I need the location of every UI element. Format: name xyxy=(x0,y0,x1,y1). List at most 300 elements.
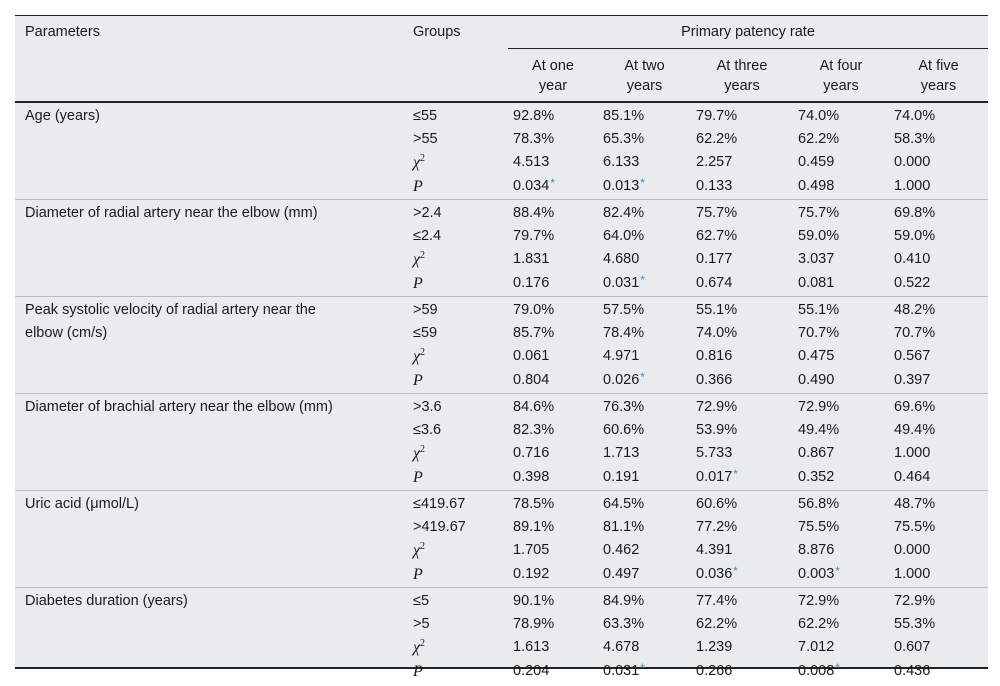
parameter-empty xyxy=(15,175,413,200)
value-cell xyxy=(889,466,988,491)
table-row xyxy=(15,419,988,442)
patency-table xyxy=(15,16,988,684)
value-cell xyxy=(598,102,691,128)
value-text: 5.733 xyxy=(696,445,733,461)
header-year-line1: At three xyxy=(716,58,768,74)
value-cell xyxy=(508,200,598,226)
header-groups: Groups xyxy=(413,24,461,40)
value-cell xyxy=(793,539,889,563)
value-text: 0.490 xyxy=(798,372,835,388)
value-text: 0.013 xyxy=(603,178,640,194)
parameter-label: Diameter of radial artery near the elbow (mm) xyxy=(15,200,413,226)
value-cell xyxy=(889,613,988,636)
value-cell xyxy=(691,297,793,323)
header-year-4 xyxy=(793,49,889,103)
value-cell xyxy=(793,466,889,491)
value-text: 0.192 xyxy=(513,566,550,582)
value-text: 1.705 xyxy=(513,542,550,558)
value-cell xyxy=(889,636,988,660)
table-row xyxy=(15,322,988,345)
chi-square-symbol xyxy=(413,445,425,462)
value-cell xyxy=(598,175,691,200)
header-year-line2: years xyxy=(724,78,760,94)
value-text: 0.607 xyxy=(894,639,931,655)
value-text: 7.012 xyxy=(798,639,835,655)
value-text: 72.9% xyxy=(798,593,840,609)
value-cell xyxy=(598,636,691,660)
value-text: 62.7% xyxy=(696,228,738,244)
value-cell xyxy=(508,272,598,297)
value-cell xyxy=(598,369,691,394)
value-cell xyxy=(889,394,988,420)
value-text: 55.1% xyxy=(696,302,738,318)
value-cell xyxy=(598,151,691,175)
group-cell: ≤55 xyxy=(413,108,438,124)
value-text: 62.2% xyxy=(696,131,738,147)
value-text: 77.4% xyxy=(696,593,738,609)
value-text: 0.031 xyxy=(603,663,640,679)
value-cell xyxy=(793,516,889,539)
header-parameters: Parameters xyxy=(25,24,100,40)
value-text: 1.831 xyxy=(513,251,550,267)
value-text: 0.498 xyxy=(798,178,835,194)
value-cell xyxy=(691,442,793,466)
table-row xyxy=(15,636,988,660)
value-cell xyxy=(598,588,691,614)
value-text: 0.475 xyxy=(798,348,835,364)
value-cell xyxy=(793,394,889,420)
value-cell xyxy=(793,613,889,636)
table-row xyxy=(15,297,988,323)
value-cell xyxy=(598,539,691,563)
parameter-empty xyxy=(15,128,413,151)
value-cell xyxy=(598,322,691,345)
value-text: 70.7% xyxy=(798,325,840,341)
table-row xyxy=(15,200,988,226)
parameter-empty xyxy=(15,442,413,466)
value-cell xyxy=(598,225,691,248)
chi-letter: χ xyxy=(413,542,421,559)
value-cell xyxy=(598,419,691,442)
value-cell xyxy=(793,660,889,684)
value-cell xyxy=(508,636,598,660)
group-cell xyxy=(413,369,508,394)
value-cell xyxy=(598,516,691,539)
value-cell xyxy=(793,563,889,588)
value-cell xyxy=(508,539,598,563)
value-cell xyxy=(793,297,889,323)
value-text: 84.6% xyxy=(513,399,555,415)
value-cell xyxy=(889,200,988,226)
table-row xyxy=(15,516,988,539)
value-cell xyxy=(508,369,598,394)
value-cell xyxy=(691,491,793,517)
value-text: 4.678 xyxy=(603,639,640,655)
value-text: 0.177 xyxy=(696,251,733,267)
header-year-line1: At one xyxy=(532,58,574,74)
value-text: 49.4% xyxy=(894,422,936,438)
value-text: 0.031 xyxy=(603,275,640,291)
significance-marker: * xyxy=(733,564,738,578)
chi-square-symbol xyxy=(413,639,425,656)
value-cell xyxy=(793,151,889,175)
value-cell xyxy=(691,102,793,128)
parameter-empty xyxy=(15,225,413,248)
parameter-empty xyxy=(15,539,413,563)
value-cell xyxy=(508,151,598,175)
value-cell xyxy=(793,345,889,369)
value-text: 4.513 xyxy=(513,154,550,170)
value-cell xyxy=(793,225,889,248)
table-row xyxy=(15,660,988,684)
group-cell: >419.67 xyxy=(413,519,466,535)
table-row xyxy=(15,539,988,563)
value-text: 75.5% xyxy=(798,519,840,535)
group-cell xyxy=(413,636,508,660)
table-row xyxy=(15,466,988,491)
table-row xyxy=(15,151,988,175)
value-cell xyxy=(508,345,598,369)
table-row xyxy=(15,369,988,394)
value-text: 0.000 xyxy=(894,542,931,558)
value-text: 4.971 xyxy=(603,348,640,364)
chi-exponent: 2 xyxy=(420,444,426,455)
value-cell xyxy=(598,466,691,491)
value-text: 0.204 xyxy=(513,663,550,679)
value-text: 78.9% xyxy=(513,616,555,632)
value-text: 0.176 xyxy=(513,275,550,291)
value-cell xyxy=(889,175,988,200)
value-cell xyxy=(598,200,691,226)
value-text: 88.4% xyxy=(513,205,555,221)
group-cell: ≤419.67 xyxy=(413,491,508,517)
value-text: 0.716 xyxy=(513,445,550,461)
value-text: 1.000 xyxy=(894,445,931,461)
value-cell xyxy=(889,516,988,539)
value-cell xyxy=(508,516,598,539)
value-cell xyxy=(598,345,691,369)
chi-letter: χ xyxy=(413,251,421,268)
value-text: 0.026 xyxy=(603,372,640,388)
table-row xyxy=(15,588,988,614)
value-text: 0.352 xyxy=(798,469,835,485)
header-year-line1: At four xyxy=(819,58,863,74)
chi-square-symbol xyxy=(413,542,425,559)
value-text: 72.9% xyxy=(798,399,840,415)
value-cell xyxy=(889,660,988,684)
value-text: 1.000 xyxy=(894,178,931,194)
value-text: 84.9% xyxy=(603,593,645,609)
value-cell xyxy=(508,297,598,323)
value-cell xyxy=(889,272,988,297)
value-text: 0.017 xyxy=(696,469,733,485)
parameter-empty xyxy=(15,516,413,539)
value-text: 69.6% xyxy=(894,399,936,415)
value-cell xyxy=(508,419,598,442)
value-cell xyxy=(889,563,988,588)
value-cell xyxy=(598,660,691,684)
value-cell xyxy=(508,442,598,466)
value-text: 0.034 xyxy=(513,178,550,194)
parameter-label: Diabetes duration (years) xyxy=(15,588,413,614)
group-cell xyxy=(413,151,508,175)
value-cell xyxy=(793,636,889,660)
group-cell: >5 xyxy=(413,616,430,632)
value-text: 57.5% xyxy=(603,302,645,318)
value-text: 79.0% xyxy=(513,302,555,318)
value-cell xyxy=(889,225,988,248)
value-text: 62.2% xyxy=(696,616,738,632)
value-text: 79.7% xyxy=(513,228,555,244)
value-cell xyxy=(598,272,691,297)
value-cell xyxy=(508,175,598,200)
p-value-symbol: P xyxy=(413,372,423,389)
value-cell xyxy=(889,102,988,128)
chi-exponent: 2 xyxy=(420,250,426,261)
chi-letter: χ xyxy=(413,348,421,365)
value-text: 58.3% xyxy=(894,131,936,147)
value-cell xyxy=(889,151,988,175)
value-cell xyxy=(691,322,793,345)
value-cell xyxy=(793,369,889,394)
value-text: 75.5% xyxy=(894,519,936,535)
value-text: 77.2% xyxy=(696,519,738,535)
value-text: 49.4% xyxy=(798,422,840,438)
group-cell xyxy=(413,660,508,684)
table-row xyxy=(15,491,988,517)
parameter-empty xyxy=(15,345,413,369)
parameter-empty xyxy=(15,660,413,684)
header-year-line2: years xyxy=(920,78,957,94)
parameter-empty xyxy=(15,151,413,175)
group-cell: ≤5 xyxy=(413,588,508,614)
value-text: 64.0% xyxy=(603,228,645,244)
value-text: 59.0% xyxy=(798,228,840,244)
header-year-line1: At five xyxy=(918,58,959,74)
significance-marker: * xyxy=(835,564,840,578)
value-cell xyxy=(508,660,598,684)
value-text: 53.9% xyxy=(696,422,738,438)
significance-marker: * xyxy=(640,273,645,287)
value-text: 0.397 xyxy=(894,372,931,388)
value-text: 70.7% xyxy=(894,325,936,341)
value-text: 0.266 xyxy=(696,663,733,679)
value-cell xyxy=(691,225,793,248)
value-cell xyxy=(598,491,691,517)
value-cell xyxy=(691,563,793,588)
chi-exponent: 2 xyxy=(420,153,426,164)
value-cell xyxy=(508,102,598,128)
value-text: 0.410 xyxy=(894,251,931,267)
value-text: 0.036 xyxy=(696,566,733,582)
chi-square-symbol xyxy=(413,348,425,365)
value-cell xyxy=(691,394,793,420)
value-cell xyxy=(691,128,793,151)
value-cell xyxy=(691,419,793,442)
value-text: 0.003 xyxy=(798,566,835,582)
table-row xyxy=(15,128,988,151)
value-cell xyxy=(793,248,889,272)
table-row xyxy=(15,394,988,420)
value-text: 0.366 xyxy=(696,372,733,388)
value-cell xyxy=(598,128,691,151)
value-text: 82.4% xyxy=(603,205,645,221)
parameter-label: Age (years) xyxy=(25,108,100,124)
value-text: 60.6% xyxy=(696,496,738,512)
value-cell xyxy=(508,466,598,491)
value-text: 0.459 xyxy=(798,154,835,170)
value-cell xyxy=(691,636,793,660)
value-cell xyxy=(598,563,691,588)
value-text: 0.191 xyxy=(603,469,640,485)
table-row xyxy=(15,102,988,128)
value-cell xyxy=(889,442,988,466)
value-text: 0.000 xyxy=(894,154,931,170)
chi-square-symbol xyxy=(413,251,425,268)
header-year-3 xyxy=(691,49,793,103)
chi-exponent: 2 xyxy=(420,347,426,358)
value-text: 82.3% xyxy=(513,422,555,438)
value-cell xyxy=(508,394,598,420)
significance-marker: * xyxy=(550,176,555,190)
value-cell xyxy=(889,297,988,323)
value-cell xyxy=(889,588,988,614)
value-cell xyxy=(793,442,889,466)
value-cell xyxy=(889,539,988,563)
value-cell xyxy=(691,516,793,539)
value-text: 65.3% xyxy=(603,131,645,147)
value-cell xyxy=(889,419,988,442)
value-text: 59.0% xyxy=(894,228,936,244)
table-row xyxy=(15,442,988,466)
table-row xyxy=(15,563,988,588)
parameter-label-cont: elbow (cm/s) xyxy=(25,325,108,341)
value-cell xyxy=(691,466,793,491)
chi-letter: χ xyxy=(413,154,421,171)
value-cell xyxy=(691,588,793,614)
parameter-label: Peak systolic velocity of radial artery near the xyxy=(15,297,413,323)
table-row xyxy=(15,225,988,248)
value-text: 81.1% xyxy=(603,519,645,535)
group-cell xyxy=(413,272,508,297)
header-year-5 xyxy=(889,49,988,103)
parameter-empty xyxy=(15,369,413,394)
value-cell xyxy=(508,322,598,345)
parameter-empty xyxy=(15,419,413,442)
significance-marker: * xyxy=(733,467,738,481)
value-text: 74.0% xyxy=(696,325,738,341)
value-text: 0.081 xyxy=(798,275,835,291)
value-cell xyxy=(691,248,793,272)
value-text: 0.133 xyxy=(696,178,733,194)
value-text: 1.713 xyxy=(603,445,640,461)
value-text: 0.436 xyxy=(894,663,931,679)
value-cell xyxy=(793,128,889,151)
group-cell: ≤59 xyxy=(413,325,438,341)
value-text: 62.2% xyxy=(798,131,840,147)
group-cell xyxy=(413,345,508,369)
value-text: 85.1% xyxy=(603,108,645,124)
value-cell xyxy=(508,491,598,517)
value-cell xyxy=(793,588,889,614)
value-cell xyxy=(508,128,598,151)
value-cell xyxy=(889,369,988,394)
value-text: 4.680 xyxy=(603,251,640,267)
value-cell xyxy=(508,563,598,588)
group-cell xyxy=(413,248,508,272)
group-cell xyxy=(413,442,508,466)
value-text: 0.464 xyxy=(894,469,931,485)
value-cell xyxy=(793,272,889,297)
value-cell xyxy=(691,175,793,200)
significance-marker: * xyxy=(835,661,840,675)
value-text: 0.008 xyxy=(798,663,835,679)
header-primary-patency: Primary patency rate xyxy=(508,16,988,49)
p-value-symbol: P xyxy=(413,275,423,292)
header-year-2 xyxy=(598,49,691,103)
value-text: 74.0% xyxy=(798,108,840,124)
value-text: 48.2% xyxy=(894,302,936,318)
group-cell: >3.6 xyxy=(413,394,508,420)
value-text: 78.3% xyxy=(513,131,555,147)
value-text: 0.804 xyxy=(513,372,550,388)
value-text: 0.462 xyxy=(603,542,640,558)
p-value-symbol: P xyxy=(413,566,423,583)
value-text: 89.1% xyxy=(513,519,555,535)
significance-marker: * xyxy=(640,176,645,190)
value-cell xyxy=(508,613,598,636)
group-cell xyxy=(413,539,508,563)
value-cell xyxy=(793,102,889,128)
group-cell: ≤2.4 xyxy=(413,228,442,244)
table-row xyxy=(15,248,988,272)
parameter-empty xyxy=(15,613,413,636)
value-text: 75.7% xyxy=(798,205,840,221)
p-value-symbol: P xyxy=(413,178,423,195)
p-value-symbol: P xyxy=(413,663,423,680)
value-cell xyxy=(793,491,889,517)
value-text: 64.5% xyxy=(603,496,645,512)
chi-square-symbol xyxy=(413,154,425,171)
parameter-label: Diameter of brachial artery near the elbow (mm) xyxy=(15,394,413,420)
value-text: 0.674 xyxy=(696,275,733,291)
value-cell xyxy=(598,613,691,636)
patency-table-panel xyxy=(15,15,988,680)
table-row xyxy=(15,272,988,297)
value-text: 0.061 xyxy=(513,348,550,364)
value-cell xyxy=(508,248,598,272)
value-text: 48.7% xyxy=(894,496,936,512)
value-text: 1.239 xyxy=(696,639,733,655)
header-year-line2: years xyxy=(823,78,859,94)
value-cell xyxy=(889,345,988,369)
value-text: 0.497 xyxy=(603,566,640,582)
group-cell: ≤3.6 xyxy=(413,422,442,438)
value-cell xyxy=(691,613,793,636)
chi-letter: χ xyxy=(413,445,421,462)
value-cell xyxy=(793,419,889,442)
chi-exponent: 2 xyxy=(420,541,426,552)
value-text: 62.2% xyxy=(798,616,840,632)
significance-marker: * xyxy=(640,661,645,675)
value-text: 78.4% xyxy=(603,325,645,341)
group-cell: >59 xyxy=(413,297,508,323)
value-text: 69.8% xyxy=(894,205,936,221)
value-text: 72.9% xyxy=(696,399,738,415)
header-year-line1: At two xyxy=(624,58,665,74)
chi-exponent: 2 xyxy=(420,638,426,649)
parameter-empty xyxy=(15,563,413,588)
